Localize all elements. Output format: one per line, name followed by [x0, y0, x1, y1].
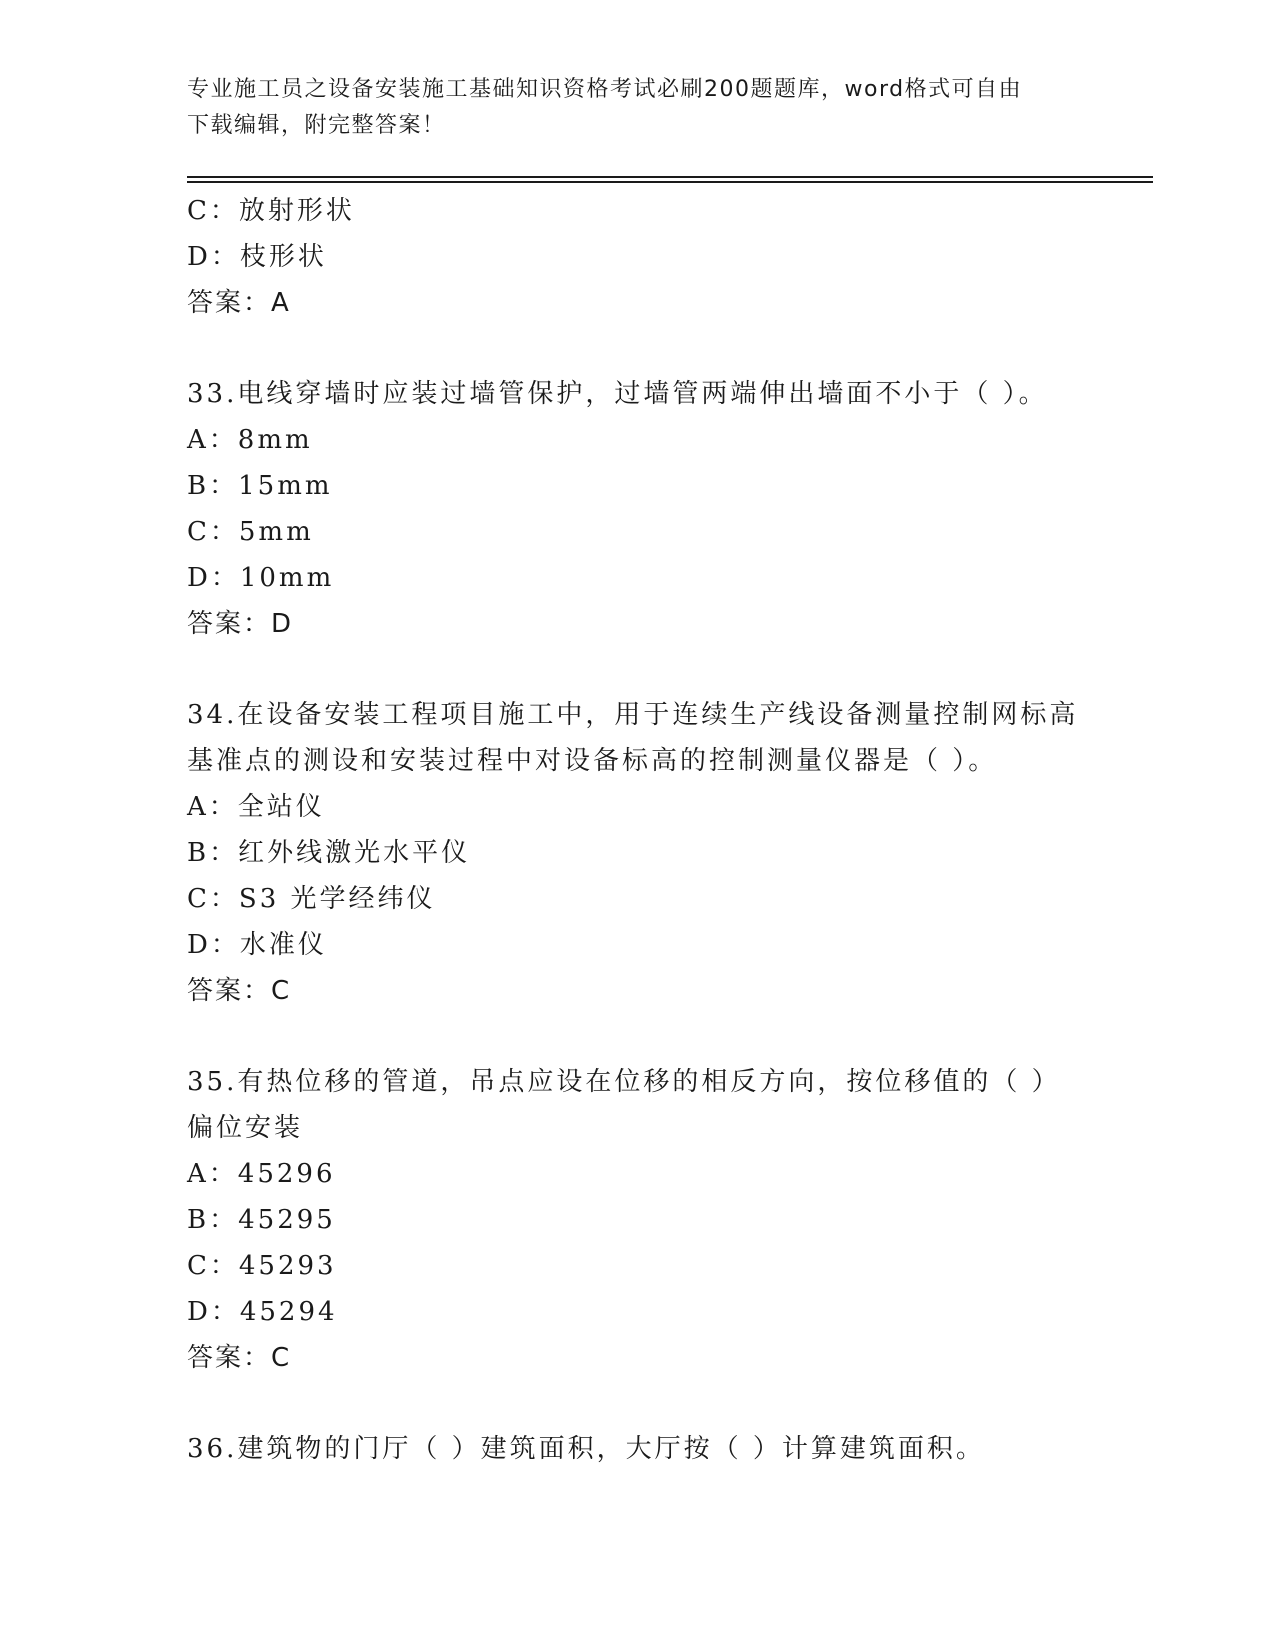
option-b: B：15mm	[187, 471, 333, 501]
question-text-line-1: 35.有热位移的管道，吊点应设在位移的相反方向，按位移值的（ ）	[187, 1067, 1061, 1097]
answer-line: 答案：C	[187, 1343, 292, 1373]
question-block-35	[187, 1059, 1087, 1381]
question-text-line-2: 基准点的测设和安装过程中对设备标高的控制测量仪器是（ ）。	[187, 746, 998, 776]
spacer	[187, 647, 1087, 692]
question-text: 36.建筑物的门厅（ ）建筑面积，大厅按（ ）计算建筑面积。	[187, 1434, 985, 1464]
option-b: B：红外线激光水平仪	[187, 838, 471, 868]
question-list	[187, 188, 1087, 1472]
document-header	[187, 72, 1087, 144]
spacer	[187, 326, 1087, 371]
option-d: D：10mm	[187, 563, 335, 593]
question-text-line-1: 34.在设备安装工程项目施工中，用于连续生产线设备测量控制网标高	[187, 700, 1079, 730]
answer-line: 答案：C	[187, 976, 292, 1006]
question-block-34	[187, 692, 1087, 1014]
header-title-line-2: 下载编辑，附完整答案！	[187, 113, 446, 138]
option-c: C：S3 光学经纬仪	[187, 884, 436, 914]
answer-line: 答案：D	[187, 609, 294, 639]
spacer	[187, 1014, 1087, 1059]
answer-line: 答案：A	[187, 288, 291, 318]
header-divider-bottom	[187, 181, 1153, 183]
question-block-33	[187, 371, 1087, 647]
option-a: A：全站仪	[187, 792, 325, 822]
option-c: C：5mm	[187, 517, 314, 547]
question-block-36	[187, 1426, 1087, 1472]
option-c: C：45293	[187, 1251, 337, 1281]
question-text: 33.电线穿墙时应装过墙管保护，过墙管两端伸出墙面不小于（ ）。	[187, 379, 1048, 409]
option-c: C：放射形状	[187, 196, 355, 226]
option-a: A：45296	[187, 1159, 336, 1189]
question-block-32-tail	[187, 188, 1087, 326]
question-text-line-2: 偏位安装	[187, 1113, 304, 1143]
option-d: D：水准仪	[187, 930, 327, 960]
option-a: A：8mm	[187, 425, 313, 455]
option-d: D：45294	[187, 1297, 338, 1327]
option-d: D：枝形状	[187, 242, 327, 272]
header-title-line-1: 专业施工员之设备安装施工基础知识资格考试必刷200题题库，word格式可自由	[187, 77, 1023, 102]
header-divider-top	[187, 176, 1153, 178]
spacer	[187, 1381, 1087, 1426]
option-b: B：45295	[187, 1205, 336, 1235]
